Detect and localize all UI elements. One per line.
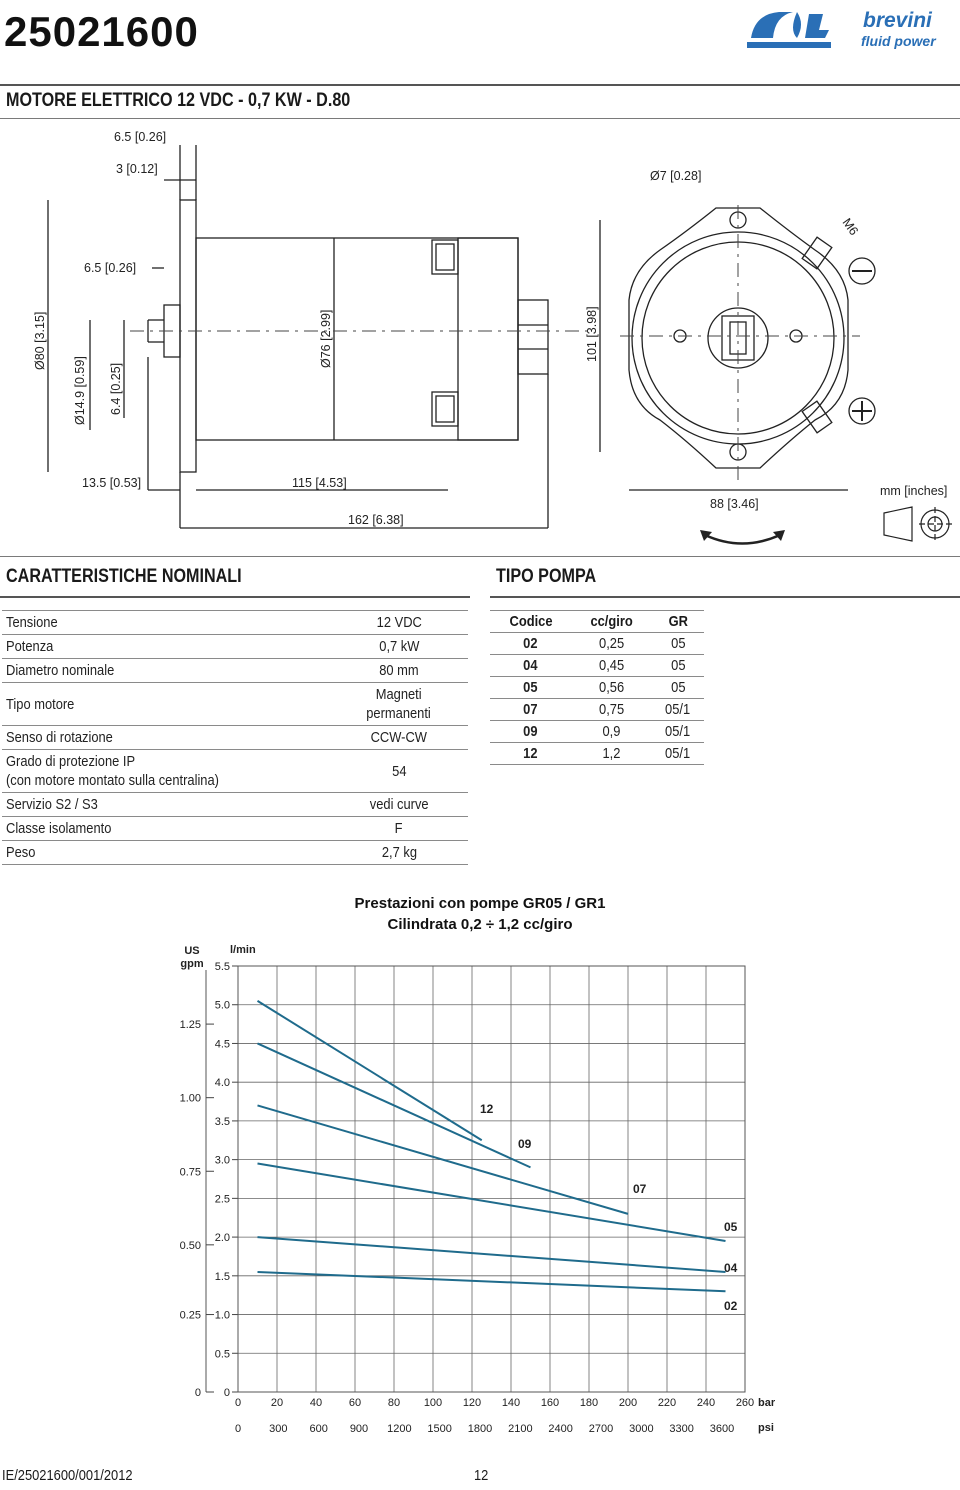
gpm-tick-label: 0 (194, 1387, 201, 1399)
psi-tick-label: 2400 (548, 1423, 573, 1435)
y-tick-label: 4.5 (214, 1038, 230, 1051)
spec-label: Potenza (6, 638, 54, 655)
title-rule (0, 118, 960, 119)
header-rule (0, 84, 960, 86)
gpm-tick-label: 0.75 (179, 1166, 201, 1179)
pump-rule (490, 596, 960, 598)
spec-value: F (395, 820, 403, 837)
series-label-12: 12 (480, 1102, 494, 1116)
gpm-unit-top: US (184, 945, 200, 957)
spec-label: Senso di rotazione (6, 729, 113, 746)
pump-row (490, 721, 704, 743)
series-label-07: 07 (633, 1182, 647, 1196)
pump-header-code: Codice (509, 613, 553, 630)
psi-tick-label: 3000 (629, 1423, 654, 1435)
pump-header-gr: GR (668, 613, 688, 630)
performance-chart (0, 880, 960, 1450)
spec-label: Grado di protezione IP (6, 753, 136, 770)
spec-label: Peso (6, 844, 36, 861)
y-tick-label: 0 (223, 1387, 230, 1399)
dim-diameter-80: Ø80 [3.15] (33, 311, 47, 370)
spec-row (2, 793, 468, 817)
psi-tick-label: 900 (349, 1423, 369, 1435)
pump-title: TIPO POMPA (496, 566, 597, 587)
dim-162: 162 [6.38] (348, 513, 404, 527)
dim-115: 115 [4.53] (292, 476, 347, 490)
bar-unit: bar (758, 1397, 776, 1409)
psi-tick-label: 3600 (709, 1423, 735, 1435)
pump-gr: 05 (670, 635, 686, 652)
y-tick-label: 3.0 (214, 1154, 230, 1167)
y-tick-label: 4.0 (214, 1077, 230, 1090)
psi-tick-label: 1500 (427, 1423, 452, 1435)
psi-tick-label: 0 (234, 1423, 242, 1435)
series-label-02: 02 (724, 1299, 738, 1313)
dim-m6: M6 (839, 215, 861, 238)
plot-frame (238, 966, 745, 1392)
spec-label: Tipo motore (6, 695, 75, 713)
spec-value: 0,7 kW (378, 638, 420, 655)
spec-row (2, 841, 468, 865)
psi-tick-label: 3300 (669, 1423, 694, 1435)
pump-displacement: 0,75 (599, 701, 625, 718)
gpm-tick-label: 0.25 (179, 1309, 201, 1322)
psi-tick-label: 1200 (387, 1423, 412, 1435)
psi-tick-label: 1800 (467, 1423, 493, 1435)
part-number: 25021600 (4, 8, 199, 55)
pump-header-displacement: cc/giro (590, 613, 633, 630)
spec-row (2, 635, 468, 659)
pump-displacement: 1,2 (602, 745, 621, 762)
pump-code: 04 (523, 657, 538, 674)
pump-code: 05 (523, 679, 538, 696)
specs-rule (0, 596, 470, 598)
pump-code: 12 (523, 745, 538, 762)
x-tick-label: 140 (501, 1397, 521, 1409)
specs-title: CARATTERISTICHE NOMINALI (6, 566, 242, 587)
pump-row (490, 677, 704, 699)
x-tick-label: 260 (735, 1397, 755, 1409)
brand-name: brevini (863, 9, 932, 32)
pump-gr: 05/1 (665, 701, 691, 718)
pump-row (490, 633, 704, 655)
pump-displacement: 0,25 (599, 635, 625, 652)
series-line-05 (258, 1164, 726, 1241)
x-tick-label: 240 (696, 1397, 716, 1409)
x-tick-label: 200 (618, 1397, 638, 1409)
dim-88: 88 [3.46] (710, 497, 759, 511)
x-tick-label: 180 (579, 1397, 599, 1409)
y-tick-label: 2.0 (214, 1232, 230, 1245)
psi-tick-label: 300 (269, 1423, 288, 1435)
pump-row (490, 743, 704, 765)
pump-code: 09 (523, 723, 538, 740)
pump-code: 07 (523, 701, 538, 718)
dim-flange-6-5: 6.5 [0.26] (114, 130, 167, 144)
gpm-tick-label: 0.50 (179, 1239, 201, 1252)
series-label-05: 05 (724, 1220, 738, 1234)
pump-table (490, 610, 704, 765)
chart-subtitle: Cilindrata 0,2 ÷ 1,2 cc/giro (387, 916, 573, 933)
product-title: MOTORE ELETTRICO 12 VDC - 0,7 KW - D.80 (6, 90, 351, 111)
y-tick-label: 5.0 (214, 999, 230, 1012)
psi-tick-label: 600 (309, 1423, 328, 1435)
spec-value: 54 (391, 762, 407, 780)
psi-tick-label: 2700 (588, 1423, 614, 1435)
y-tick-label: 0.5 (214, 1348, 230, 1361)
x-tick-label: 20 (270, 1397, 284, 1409)
y-tick-label: 3.5 (214, 1115, 230, 1128)
dim-diameter-76: Ø76 [2.99] (319, 309, 333, 368)
spec-value: Magneti (376, 686, 422, 703)
pump-gr: 05/1 (665, 723, 691, 740)
series-line-12 (258, 1001, 482, 1140)
x-tick-label: 0 (234, 1397, 242, 1409)
lpm-unit: l/min (230, 944, 256, 956)
dim-13-5: 13.5 [0.53] (82, 476, 142, 490)
series-line-04 (258, 1237, 726, 1272)
chart-title: Prestazioni con pompe GR05 / GR1 (354, 895, 606, 912)
gpm-unit-bottom: gpm (180, 958, 204, 970)
dim-key-6-4: 6.4 [0.25] (109, 362, 123, 415)
x-tick-label: 220 (657, 1397, 677, 1409)
dim-101: 101 [3.98] (585, 306, 599, 362)
motor-technical-drawing (0, 120, 960, 550)
spec-row (2, 683, 468, 726)
dim-flange-3: 3 [0.12] (116, 162, 158, 176)
page-number: 12 (474, 1467, 489, 1484)
brevini-logo (745, 4, 955, 54)
x-tick-label: 120 (462, 1397, 482, 1409)
spec-label: Tensione (6, 614, 58, 631)
dim-hole-diameter-7: Ø7 [0.28] (650, 169, 702, 183)
x-tick-label: 100 (423, 1397, 443, 1409)
spec-value: CCW-CW (370, 729, 428, 746)
spec-row (2, 726, 468, 750)
gpm-tick-label: 1.00 (179, 1092, 201, 1105)
pump-code: 02 (523, 635, 538, 652)
spec-value-line2: permanenti (366, 705, 432, 722)
pump-gr: 05 (670, 657, 686, 674)
pump-row (490, 655, 704, 677)
spec-value: 12 VDC (376, 614, 422, 631)
spec-label: Servizio S2 / S3 (6, 796, 98, 813)
specs-table (2, 610, 468, 865)
spec-value: 2,7 kg (381, 844, 417, 861)
spec-value: 80 mm (379, 662, 419, 679)
pump-displacement: 0,56 (599, 679, 625, 696)
psi-unit: psi (758, 1422, 774, 1434)
pump-gr: 05/1 (665, 745, 691, 762)
spec-row (2, 750, 468, 793)
dim-diameter-14-9: Ø14.9 [0.59] (73, 356, 87, 425)
series-line-02 (258, 1272, 726, 1291)
spec-label: Diametro nominale (6, 662, 115, 679)
y-tick-label: 2.5 (214, 1193, 230, 1206)
y-tick-label: 1.0 (214, 1309, 230, 1322)
psi-tick-label: 2100 (508, 1423, 533, 1435)
spec-label: Classe isolamento (6, 820, 112, 837)
spec-row (2, 611, 468, 635)
x-tick-label: 60 (348, 1397, 362, 1409)
units-label: mm [inches] (880, 484, 948, 498)
x-tick-label: 80 (387, 1397, 401, 1409)
y-tick-label: 5.5 (214, 961, 230, 973)
brand-tagline: fluid power (861, 33, 936, 49)
x-tick-label: 40 (309, 1397, 323, 1409)
document-code: IE/25021600/001/2012 (2, 1467, 133, 1484)
spec-label-line2: (con motore montato sulla centralina) (6, 772, 219, 789)
pump-gr: 05 (670, 679, 686, 696)
pump-row (490, 699, 704, 721)
x-tick-label: 160 (540, 1397, 560, 1409)
series-label-09: 09 (518, 1137, 532, 1151)
spec-row (2, 659, 468, 683)
drawing-bottom-rule (0, 556, 960, 557)
y-tick-label: 1.5 (214, 1270, 230, 1283)
dim-shaft-6-5: 6.5 [0.26] (84, 261, 137, 275)
spec-row (2, 817, 468, 841)
pump-displacement: 0,9 (602, 723, 621, 740)
pump-header-row (490, 611, 704, 633)
spec-value: vedi curve (369, 796, 429, 813)
series-label-04: 04 (724, 1261, 738, 1275)
pump-displacement: 0,45 (599, 657, 625, 674)
gpm-tick-label: 1.25 (179, 1019, 201, 1032)
